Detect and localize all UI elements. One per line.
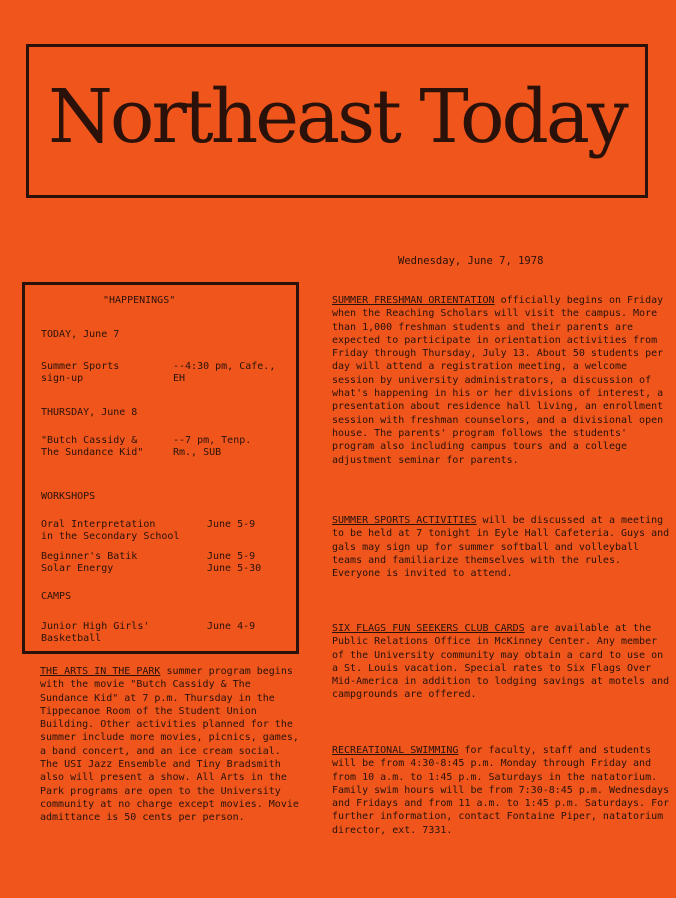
workshops-label: WORKSHOPS bbox=[41, 491, 96, 502]
camp-girls-basketball-date: June 4-9 bbox=[207, 621, 256, 632]
article-orientation bbox=[332, 294, 674, 467]
masthead-title: Northeast Today bbox=[48, 74, 626, 160]
happenings-heading: "HAPPENINGS" bbox=[103, 295, 176, 306]
event-movie-info: --7 pm, Tenp. Rm., SUB bbox=[173, 435, 252, 458]
camp-girls-basketball: Junior High Girls' Basketball bbox=[41, 621, 150, 644]
workshop-oral-interpretation-date: June 5-9 bbox=[207, 519, 256, 530]
arts-article-body: summer program begins with the movie "Butch Cassidy & The Sundance Kid" at 7 p.m. Thursday in the Tippecanoe Room of the Student Union Building. Other activities planned for the summer include more movies, picnics, games, a band concert, and an ice cream social. The USI Jazz Ensemble and Tiny Bradsmith also will present a show. All Arts in the Park programs are open to the University community at no charge except movies. Movie admittance is 50 cents per person. bbox=[40, 666, 299, 824]
camps-label: CAMPS bbox=[41, 591, 72, 602]
happenings-box bbox=[22, 282, 299, 654]
article-six-flags-body: are available at the Public Relations Office in McKinney Center. Any member of the University community may obtain a card to use on a St. Louis vacation. Special rates to Six Flags Over Mid-America in addition to lodging savings at motels and campgrounds are offered. bbox=[332, 623, 670, 701]
article-swimming bbox=[332, 744, 674, 837]
article-orientation-lead: SUMMER FRESHMAN ORIENTATION bbox=[332, 295, 495, 306]
workshop-oral-interpretation: Oral Interpretation in the Secondary School bbox=[41, 519, 180, 542]
event-summer-sports: Summer Sports sign-up bbox=[41, 361, 120, 384]
workshop-batik-solar: Beginner's Batik Solar Energy bbox=[41, 551, 138, 574]
article-swimming-body: for faculty, staff and students will be from 4:30-8:45 p.m. Monday through Friday and from 10 a.m. to 1:45 p.m. Saturdays in the natatorium. Family swim hours will be from 7:30-8:45 p.m. Wednesdays and Fridays and from 11 a.m. to 1:45 p.m. Saturdays. For further information, contact Fontaine Piper, natatorium director, ext. 7331. bbox=[332, 745, 670, 836]
article-swimming-lead: RECREATIONAL SWIMMING bbox=[332, 745, 459, 756]
article-summer-sports-body: will be discussed at a meeting to be held at 7 tonight in Eyle Hall Cafeteria. Guys and gals may sign up for summer softball and volleyball teams and familiarize themselves with the rules. Everyone is invited to attend. bbox=[332, 515, 670, 580]
thursday-label: THURSDAY, June 8 bbox=[41, 407, 138, 418]
arts-article bbox=[40, 665, 302, 825]
event-summer-sports-info: --4:30 pm, Cafe., EH bbox=[173, 361, 276, 384]
article-summer-sports bbox=[332, 514, 674, 580]
today-label: TODAY, June 7 bbox=[41, 329, 120, 340]
issue-date: Wednesday, June 7, 1978 bbox=[398, 255, 544, 267]
article-six-flags bbox=[332, 622, 674, 702]
event-movie: "Butch Cassidy & The Sundance Kid" bbox=[41, 435, 144, 458]
article-summer-sports-lead: SUMMER SPORTS ACTIVITIES bbox=[332, 515, 477, 526]
article-orientation-body: officially begins on Friday when the Reaching Scholars will visit the campus. More than 1,000 freshman students and their parents are expected to participate in orientation activities from Friday through Thursday, July 13. About 50 students per day will attend a registration meeting, a welcome session by university administrators, a discussion of what's happening in his or her divisions of interest, a presentation about residence hall living, an enrollment session with freshman counselors, and a divisional open house. The parents' program follows the students' program also including campus tours and a college adjustment seminar for parents. bbox=[332, 295, 664, 466]
article-six-flags-lead: SIX FLAGS FUN SEEKERS CLUB CARDS bbox=[332, 623, 525, 634]
masthead bbox=[26, 44, 648, 198]
workshop-batik-solar-dates: June 5-9 June 5-30 bbox=[207, 551, 262, 574]
arts-article-lead: THE ARTS IN THE PARK bbox=[40, 666, 161, 677]
